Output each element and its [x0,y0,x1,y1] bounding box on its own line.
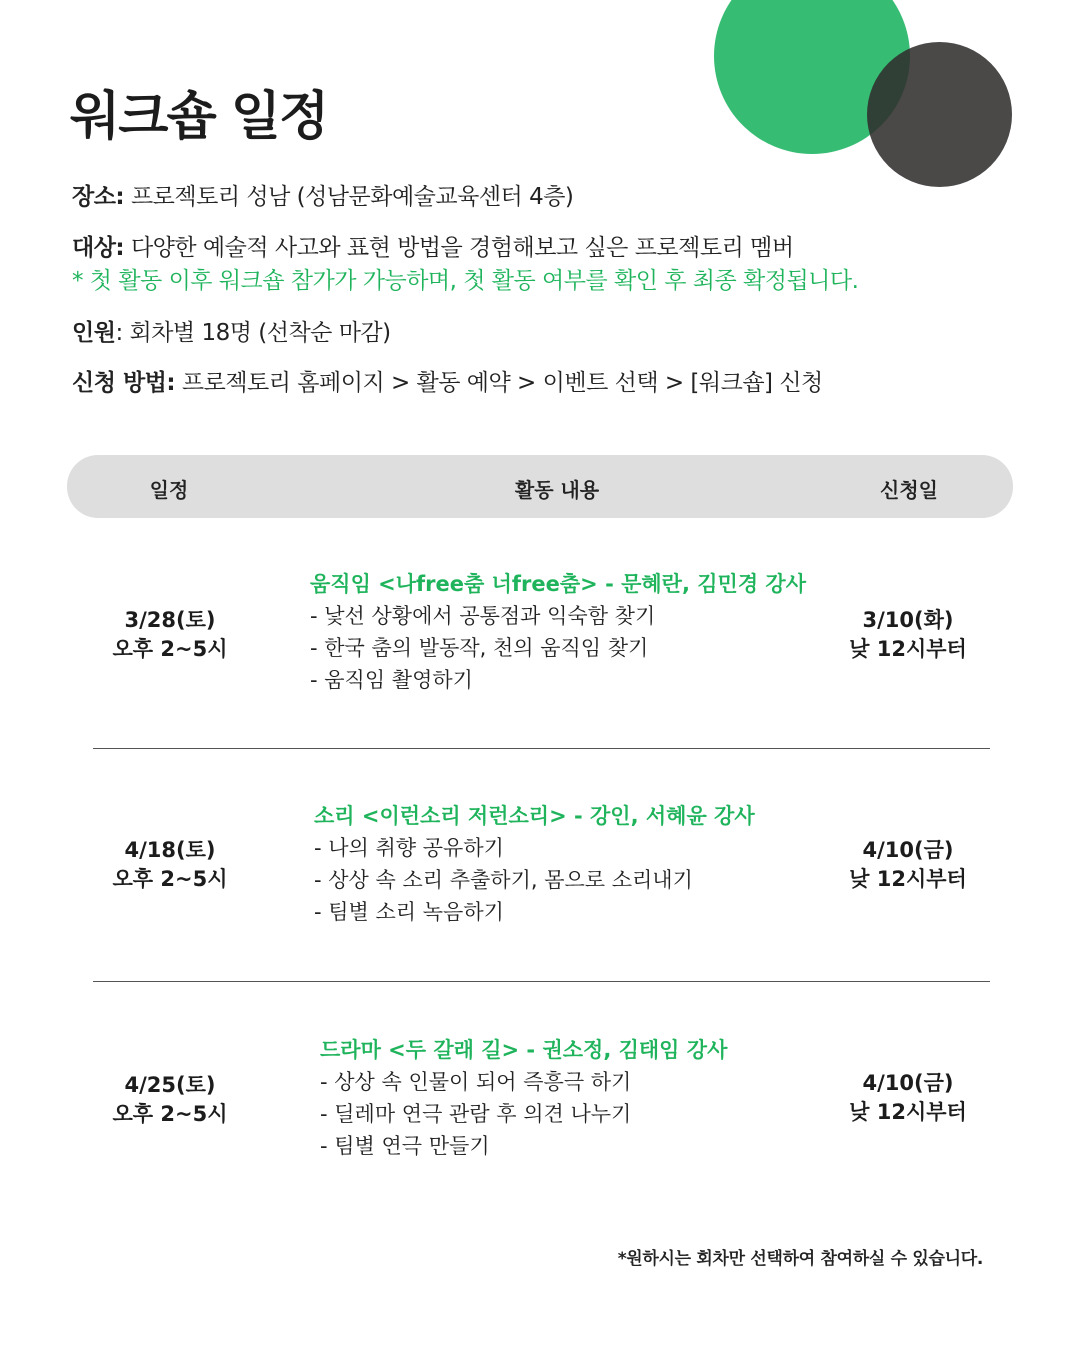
apply-date-day: 4/10(금) [862,1071,954,1095]
session-date-day: 4/18(토) [124,838,216,862]
program-item: - 나의 취향 공유하기 [314,836,504,860]
program-item: - 상상 속 소리 추출하기, 몸으로 소리내기 [314,868,693,892]
program-item: - 딜레마 연극 관람 후 의견 나누기 [320,1102,632,1126]
program-item: - 한국 춤의 발동작, 천의 움직임 찾기 [310,636,649,660]
decorative-dark-circle [867,42,1012,187]
program-title: 드라마 <두 갈래 길> - 권소정, 김태임 강사 [320,1038,728,1062]
page-title: 워크숍 일정 [70,87,328,147]
info-place-label: 장소: [72,184,125,210]
info-target-label: 대상: [72,235,125,261]
info-apply-label: 신청 방법: [72,370,176,396]
info-people-label: 인원 [72,320,116,346]
apply-date-day: 4/10(금) [862,838,954,862]
table-header [67,455,1013,518]
apply-date [838,836,978,894]
program-item: - 팀별 연극 만들기 [320,1134,490,1158]
header-apply: 신청일 [880,478,938,502]
row-divider [93,748,990,749]
info-target [72,229,794,262]
info-place-value: 프로젝토리 성남 (성남문화예술교육센터 4층) [124,184,574,210]
program-title: 움직임 <나free춤 너free춤> - 문혜란, 김민경 강사 [310,572,806,596]
session-date-day: 4/25(토) [124,1073,216,1097]
header-content: 활동 내용 [514,478,600,502]
session-date [100,836,240,894]
session-date [100,1071,240,1129]
info-place [72,178,573,211]
session-date-time: 오후 2~5시 [112,1102,228,1126]
session-date-day: 3/28(토) [124,608,216,632]
info-people [72,314,391,347]
apply-date [838,606,978,664]
session-date-time: 오후 2~5시 [112,637,228,661]
program-item: - 상상 속 인물이 되어 즉흥극 하기 [320,1070,632,1094]
apply-date-time: 낮 12시부터 [849,637,967,661]
row-divider [93,981,990,982]
session-content [310,568,806,696]
session-date-time: 오후 2~5시 [112,867,228,891]
apply-date-time: 낮 12시부터 [849,1100,967,1124]
footnote: *원하시는 회차만 선택하여 참여하실 수 있습니다. [617,1249,983,1269]
session-content [314,800,755,928]
info-target-value: 다양한 예술적 사고와 표현 방법을 경험해보고 싶은 프로젝토리 멤버 [124,235,794,261]
session-date [100,606,240,664]
apply-date-time: 낮 12시부터 [849,867,967,891]
apply-date [838,1069,978,1127]
program-item: - 움직임 촬영하기 [310,668,473,692]
info-apply [72,364,823,397]
apply-date-day: 3/10(화) [862,608,954,632]
info-people-value: : 회차별 18명 (선착순 마감) [115,320,391,346]
info-apply-value: 프로젝토리 홈페이지 > 활동 예약 > 이벤트 선택 > [워크숍] 신청 [175,370,823,396]
header-date: 일정 [149,478,189,502]
program-item: - 팀별 소리 녹음하기 [314,900,504,924]
info-note: * 첫 활동 이후 워크숍 참가가 가능하며, 첫 활동 여부를 확인 후 최종 확정됩니다. [72,268,859,294]
program-title: 소리 <이런소리 저런소리> - 강인, 서혜윤 강사 [314,804,755,828]
program-item: - 낯선 상황에서 공통점과 익숙함 찾기 [310,604,656,628]
session-content [320,1034,727,1162]
